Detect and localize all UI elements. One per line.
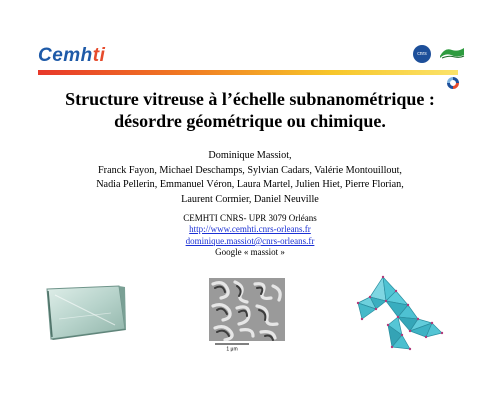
title-line-1: Structure vitreuse à l’échelle subnanométrique : — [65, 89, 435, 109]
logo-text-right: ti — [92, 45, 106, 66]
presenter-name: Dominique Massiot, — [208, 150, 292, 161]
authors-line-1: Franck Fayon, Michael Deschamps, Sylvian Cadars, Valérie Montouillout, — [98, 164, 402, 176]
contact-info — [0, 213, 500, 259]
slide-title — [0, 88, 500, 132]
authors-line-2: Nadia Pellerin, Emmanuel Véron, Laura Martel, Julien Hiet, Pierre Florian, — [96, 179, 404, 191]
cnrs-logo — [413, 45, 431, 63]
google-search-text: Google « massiot » — [215, 247, 285, 258]
lab-affiliation: CEMHTI CNRS- UPR 3079 Orléans — [183, 213, 317, 223]
microstructure-micrograph — [209, 278, 285, 352]
micrograph-scale-label: 1 μm — [226, 346, 238, 352]
title-line-2: désordre géométrique ou chimique. — [114, 111, 386, 131]
logo-text-left: Cemh — [38, 45, 93, 66]
orleans-logo — [439, 46, 465, 60]
website-link[interactable]: http://www.cemhti.cnrs-orleans.fr — [189, 224, 311, 235]
tetrahedra-network-illustration — [350, 275, 445, 355]
header-gradient-bar — [38, 70, 458, 75]
email-link[interactable]: dominique.massiot@cnrs-orleans.fr — [185, 235, 315, 246]
cemhti-logo — [38, 45, 105, 67]
cnrs-logo-text: cnrs — [417, 51, 427, 57]
glass-block-image — [45, 285, 127, 341]
author-list — [0, 149, 500, 207]
authors-line-3: Laurent Cormier, Daniel Neuville — [181, 193, 319, 205]
